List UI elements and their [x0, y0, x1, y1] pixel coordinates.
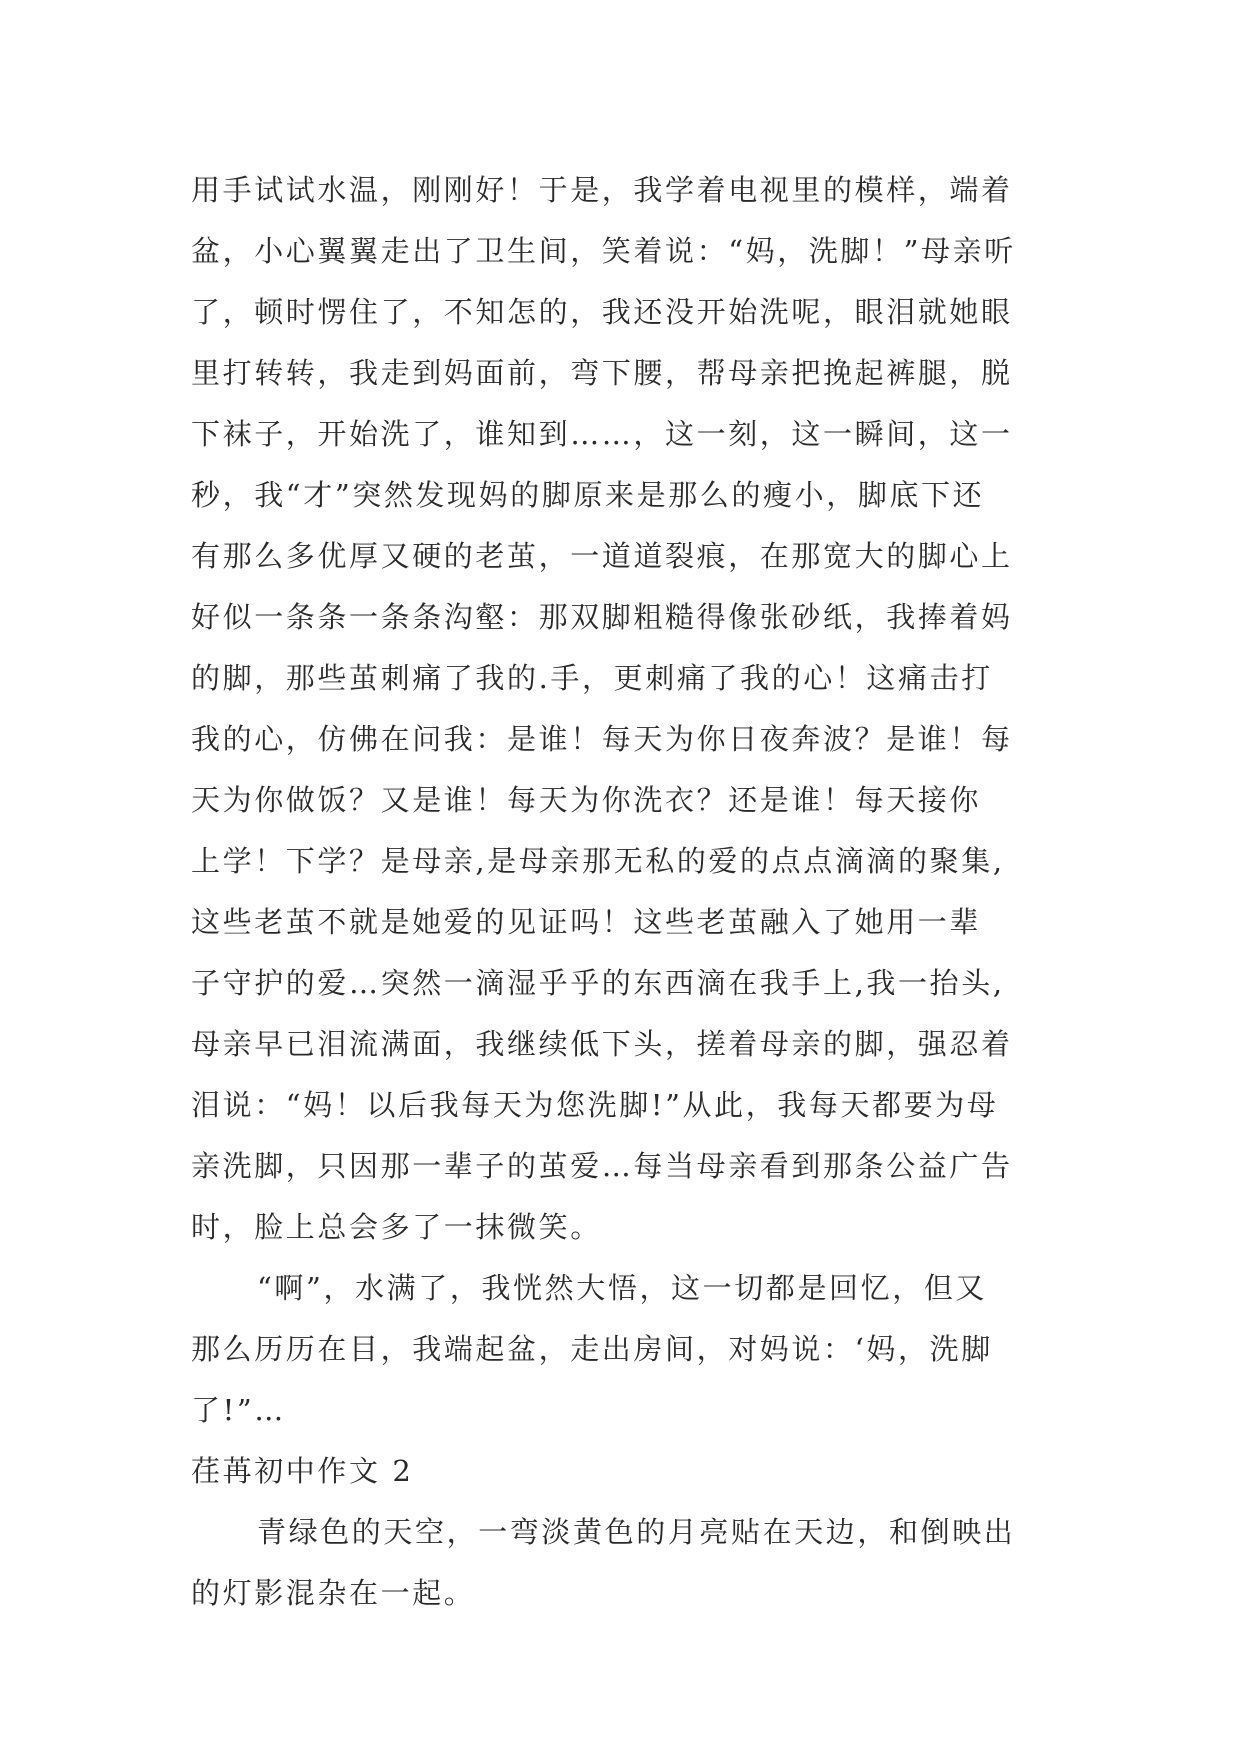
text-line: 青绿色的天空，一弯淡黄色的月亮贴在天边，和倒映出: [257, 1515, 1016, 1549]
text-line: 泪说：“妈！以后我每天为您洗脚!”从此，我每天都要为母: [191, 1088, 999, 1122]
paragraph-2: [191, 1258, 1051, 1441]
paragraph-1: [191, 160, 1051, 1258]
text-line: 时，脸上总会多了一抹微笑。: [191, 1210, 602, 1244]
text-line: 里打转转，我走到妈面前，弯下腰，帮母亲把挽起裤腿，脱: [191, 356, 1013, 390]
text-line: 盆，小心翼翼走出了卫生间，笑着说：“妈，洗脚！”母亲听: [191, 234, 1016, 268]
text-line: 了!”…: [191, 1393, 286, 1427]
text-line: 了，顿时愣住了，不知怎的，我还没开始洗呢，眼泪就她眼: [191, 295, 1013, 329]
text-line: 那么历历在目，我端起盆，走出房间，对妈说：‘妈，洗脚: [191, 1332, 993, 1366]
text-line: 下袜子，开始洗了，谁知到……，这一刻，这一瞬间，这一: [191, 417, 1013, 451]
text-line: 好似一条条一条条沟壑：那双脚粗糙得像张砂纸，我捧着妈: [191, 600, 1013, 634]
text-line: “啊”，水满了，我恍然大悟，这一切都是回忆，但又: [257, 1271, 988, 1305]
text-line: 秒，我“才”突然发现妈的脚原来是那么的瘦小，脚底下还: [191, 478, 985, 512]
text-line: 天为你做饭？又是谁！每天为你洗衣？还是谁！每天接你: [191, 783, 982, 817]
text-line: 的灯影混杂在一起。: [191, 1576, 476, 1610]
text-line: 子守护的爱…突然一滴湿乎乎的东西滴在我手上,我一抬头,: [191, 966, 1005, 1000]
text-line: 我的心，仿佛在问我：是谁！每天为你日夜奔波？是谁！每: [191, 722, 1013, 756]
section-heading: 荏苒初中作文 2: [191, 1454, 414, 1488]
paragraph-3: [191, 1502, 1051, 1624]
text-line: 上学！下学？是母亲,是母亲那无私的爱的点点滴滴的聚集,: [191, 844, 1005, 878]
text-line: 这些老茧不就是她爱的见证吗！这些老茧融入了她用一辈: [191, 905, 982, 939]
text-line: 的脚，那些茧刺痛了我的.手，更刺痛了我的心！这痛击打: [191, 661, 993, 695]
text-line: 用手试试水温，刚刚好！于是，我学着电视里的模样，端着: [191, 173, 1013, 207]
text-line: 有那么多优厚又硬的老茧，一道道裂痕，在那宽大的脚心上: [191, 539, 1013, 573]
text-line: 亲洗脚，只因那一辈子的茧爱…每当母亲看到那条公益广告: [191, 1149, 1013, 1183]
text-line: 母亲早已泪流满面，我继续低下头，搓着母亲的脚，强忍着: [191, 1027, 1013, 1061]
essay-body: [191, 160, 1051, 1624]
